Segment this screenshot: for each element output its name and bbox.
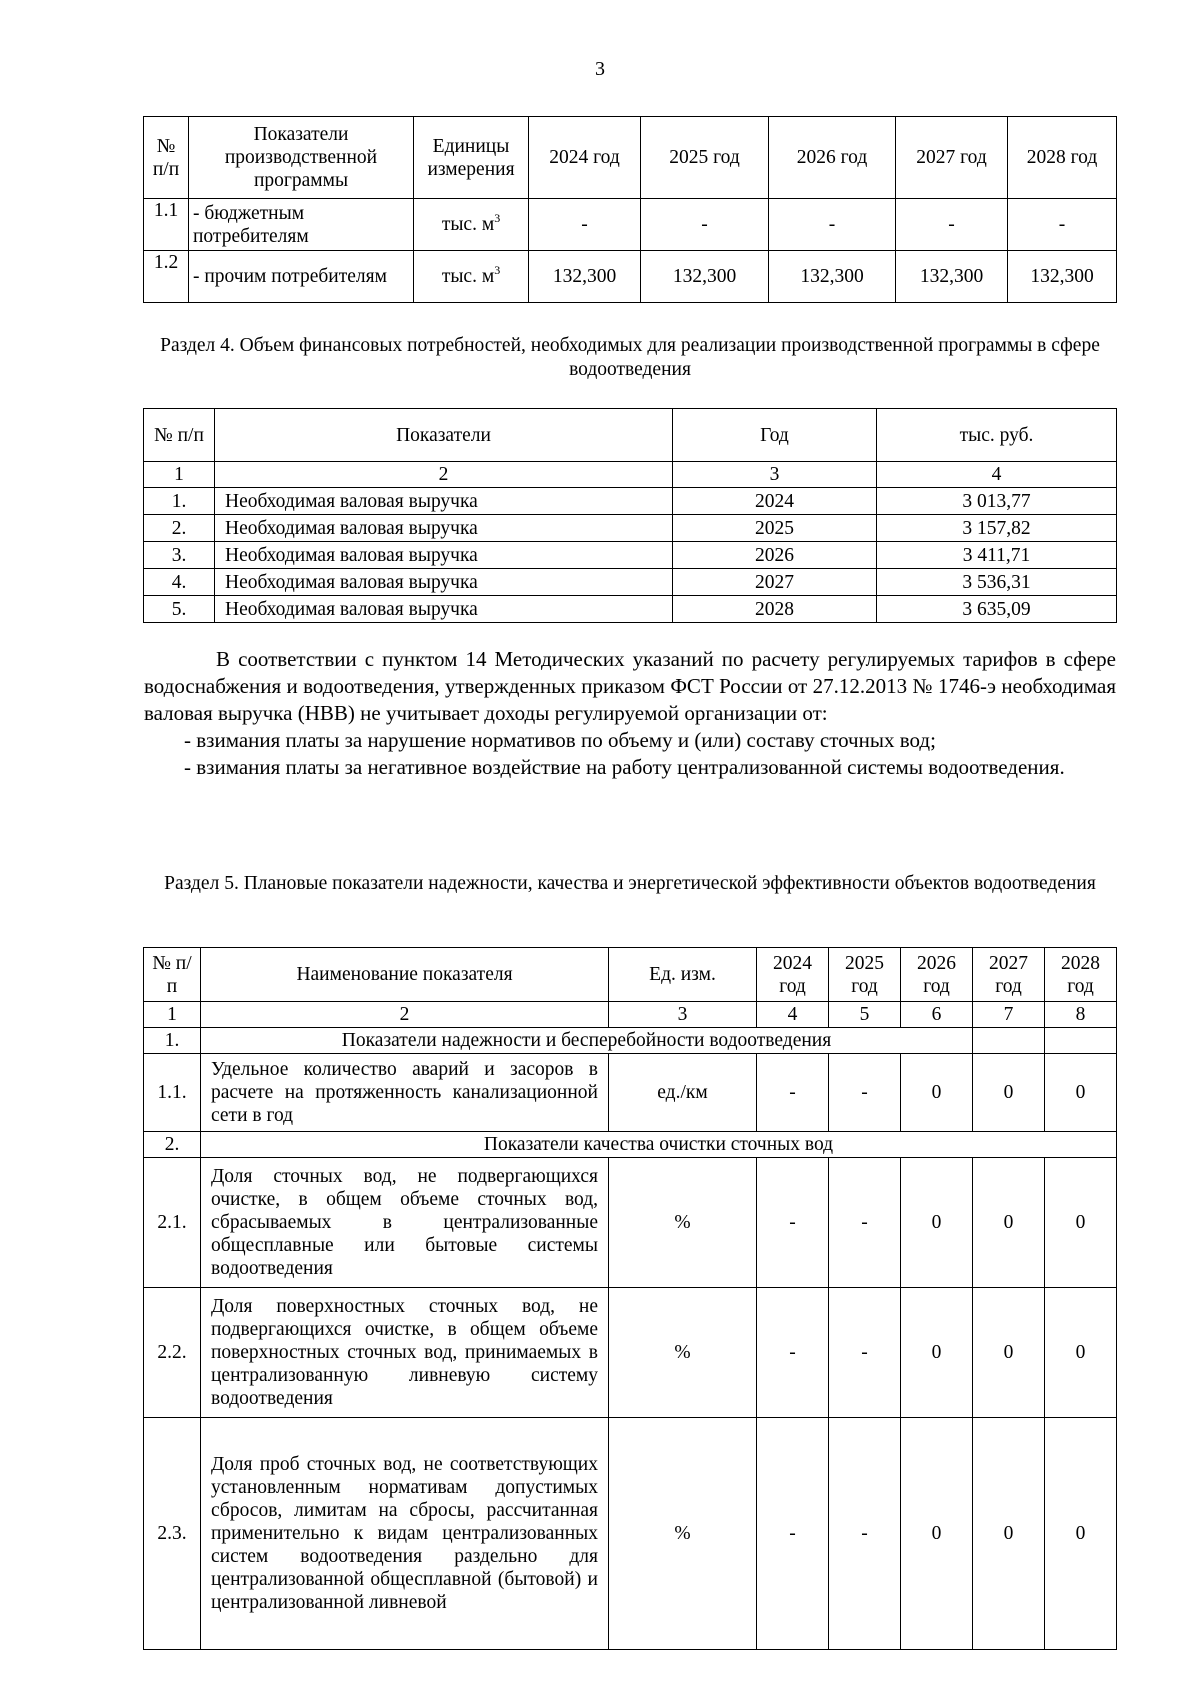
row-unit: % [609, 1158, 757, 1288]
row-year: 2028 [673, 596, 877, 623]
header-2024: 2024 год [757, 948, 829, 1002]
financial-needs-table [143, 408, 1117, 623]
row-name: Доля проб сточных вод, не соответствующих установленным нормативам допустимых сбросов, лимитам на сбросы, рассчитанная применительно к видам централизованных систем водоотведения раздельно для централизованной общесплавной (бытовой) и централизованной ливневой [201, 1418, 609, 1650]
row-name: - прочим потребителям [189, 251, 414, 303]
section4-title: Раздел 4. Объем финансовых потребностей, необходимых для реализации производственной программы в сфере водоотведения [160, 335, 1100, 380]
row-name: - бюджетным потребителям [189, 199, 414, 251]
header-unit: Ед. изм. [609, 948, 757, 1002]
col-number: 1 [144, 462, 215, 488]
row-value: 0 [1045, 1418, 1117, 1650]
table-header-row [144, 948, 1117, 1002]
row-unit: тыс. $м^3$ [414, 251, 529, 303]
col-number: 3 [609, 1002, 757, 1028]
empty-cell [1045, 1028, 1117, 1054]
row-num: 4. [144, 569, 215, 596]
col-number: 1 [144, 1002, 201, 1028]
group-row [144, 1028, 1117, 1054]
empty-cell [973, 1028, 1045, 1054]
header-2028: 2028 год [1045, 948, 1117, 1002]
col-number: 3 [673, 462, 877, 488]
table-row [144, 596, 1117, 623]
header-2025: 2025 год [829, 948, 901, 1002]
row-value: - [829, 1418, 901, 1650]
header-2026: 2026 год [901, 948, 973, 1002]
col-number: 2 [215, 462, 673, 488]
row-name: Доля сточных вод, не подвергающихся очистке, в общем объеме сточных вод, сбрасываемых в централизованные общесплавные или бытовые системы водоотведения [201, 1158, 609, 1288]
row-value: 3 013,77 [877, 488, 1117, 515]
header-2025: 2025 год [641, 117, 769, 199]
header-value: тыс. руб. [877, 409, 1117, 462]
row-value: 0 [901, 1158, 973, 1288]
row-value: 3 536,31 [877, 569, 1117, 596]
row-value: 0 [973, 1418, 1045, 1650]
row-value: 0 [901, 1054, 973, 1132]
row-num: 2.1. [144, 1158, 201, 1288]
row-num: 1.1 [144, 199, 189, 251]
row-year: 2027 [673, 569, 877, 596]
row-num: 2.3. [144, 1418, 201, 1650]
row-value: 0 [1045, 1158, 1117, 1288]
header-indicator-name: Наименование показателя [201, 948, 609, 1002]
row-value: 3 635,09 [877, 596, 1117, 623]
row-value: - [757, 1054, 829, 1132]
row-value: - [829, 1054, 901, 1132]
header-indicator: Показатели производственной программы [189, 117, 414, 199]
row-num: 2. [144, 515, 215, 542]
header-2026: 2026 год [769, 117, 896, 199]
row-value: - [1008, 199, 1117, 251]
table-row [144, 1288, 1117, 1418]
table-row [144, 251, 1117, 303]
row-num: 1. [144, 488, 215, 515]
header-num: № п/п [144, 117, 189, 199]
table-row [144, 569, 1117, 596]
row-year: 2025 [673, 515, 877, 542]
row-value: 132,300 [529, 251, 641, 303]
table-row [144, 542, 1117, 569]
row-value: 3 157,82 [877, 515, 1117, 542]
header-2027: 2027 год [896, 117, 1008, 199]
row-name: Необходимая валовая выручка [215, 569, 673, 596]
column-numbers-row [144, 462, 1117, 488]
paragraph-bullet-1: - взимания платы за нарушение нормативов по объему и (или) составу сточных вод; [184, 728, 936, 752]
row-name: Необходимая валовая выручка [215, 542, 673, 569]
group-row [144, 1132, 1117, 1158]
column-numbers-row [144, 1002, 1117, 1028]
row-name: Удельное количество аварий и засоров в расчете на протяженность канализационной сети в год [201, 1054, 609, 1132]
header-unit: Единицы измерения [414, 117, 529, 199]
row-unit: % [609, 1418, 757, 1650]
reliability-indicators-table [143, 947, 1117, 1650]
header-2028: 2028 год [1008, 117, 1117, 199]
row-value: 0 [901, 1288, 973, 1418]
group-num: 2. [144, 1132, 201, 1158]
header-num: № п/п [144, 409, 215, 462]
row-value: - [829, 1158, 901, 1288]
table-row [144, 515, 1117, 542]
col-number: 4 [877, 462, 1117, 488]
row-value: 0 [1045, 1288, 1117, 1418]
row-name: Доля поверхностных сточных вод, не подвергающихся очистке, в общем объеме поверхностных сточных вод, принимаемых в централизованную ливневую систему водоотведения [201, 1288, 609, 1418]
row-unit: ед./км [609, 1054, 757, 1132]
row-value: - [896, 199, 1008, 251]
row-value: 132,300 [896, 251, 1008, 303]
row-value: - [829, 1288, 901, 1418]
row-value: - [769, 199, 896, 251]
body-paragraph [144, 646, 1116, 781]
col-number: 5 [829, 1002, 901, 1028]
section5-title: Раздел 5. Плановые показатели надежности, качества и энергетической эффективности объектов водоотведения [164, 873, 1096, 894]
row-value: 132,300 [1008, 251, 1117, 303]
row-year: 2026 [673, 542, 877, 569]
row-value: 132,300 [641, 251, 769, 303]
row-name: Необходимая валовая выручка [215, 515, 673, 542]
row-value: 0 [973, 1054, 1045, 1132]
table-row [144, 488, 1117, 515]
table-header-row [144, 117, 1117, 199]
group-title: Показатели качества очистки сточных вод [201, 1132, 1117, 1158]
header-2024: 2024 год [529, 117, 641, 199]
col-number: 6 [901, 1002, 973, 1028]
row-value: - [757, 1288, 829, 1418]
header-year: Год [673, 409, 877, 462]
col-number: 7 [973, 1002, 1045, 1028]
production-program-table [143, 116, 1117, 303]
header-2027: 2027 год [973, 948, 1045, 1002]
row-value: - [757, 1418, 829, 1650]
row-unit: % [609, 1288, 757, 1418]
row-num: 5. [144, 596, 215, 623]
row-num: 2.2. [144, 1288, 201, 1418]
table-row [144, 1418, 1117, 1650]
row-value: 0 [1045, 1054, 1117, 1132]
row-value: 3 411,71 [877, 542, 1117, 569]
group-num: 1. [144, 1028, 201, 1054]
row-value: - [529, 199, 641, 251]
row-num: 1.2 [144, 251, 189, 303]
row-value: 0 [973, 1158, 1045, 1288]
paragraph-main: В соответствии с пунктом 14 Методических указаний по расчету регулируемых тарифов в сфере водоснабжения и водоотведения, утвержденных приказом ФСТ России от 27.12.2013 № 1746-э необходимая валовая выручка (НВВ) не учитывает доходы регулируемой организации от: [144, 647, 1116, 725]
row-value: 0 [901, 1418, 973, 1650]
row-value: 0 [973, 1288, 1045, 1418]
row-unit: тыс. $м^3$ [414, 199, 529, 251]
row-value: 132,300 [769, 251, 896, 303]
table-row [144, 1054, 1117, 1132]
row-name: Необходимая валовая выручка [215, 596, 673, 623]
paragraph-bullet-2: - взимания платы за негативное воздействие на работу централизованной системы водоотведения. [184, 755, 1065, 779]
header-num: № п/п [144, 948, 201, 1002]
row-value: - [641, 199, 769, 251]
group-title: Показатели надежности и бесперебойности водоотведения [201, 1028, 973, 1054]
row-value: - [757, 1158, 829, 1288]
row-num: 3. [144, 542, 215, 569]
row-name: Необходимая валовая выручка [215, 488, 673, 515]
page-number: 3 [595, 58, 605, 80]
header-indicators: Показатели [215, 409, 673, 462]
table-row [144, 199, 1117, 251]
table-header-row [144, 409, 1117, 462]
row-num: 1.1. [144, 1054, 201, 1132]
table-row [144, 1158, 1117, 1288]
col-number: 2 [201, 1002, 609, 1028]
col-number: 4 [757, 1002, 829, 1028]
col-number: 8 [1045, 1002, 1117, 1028]
row-year: 2024 [673, 488, 877, 515]
